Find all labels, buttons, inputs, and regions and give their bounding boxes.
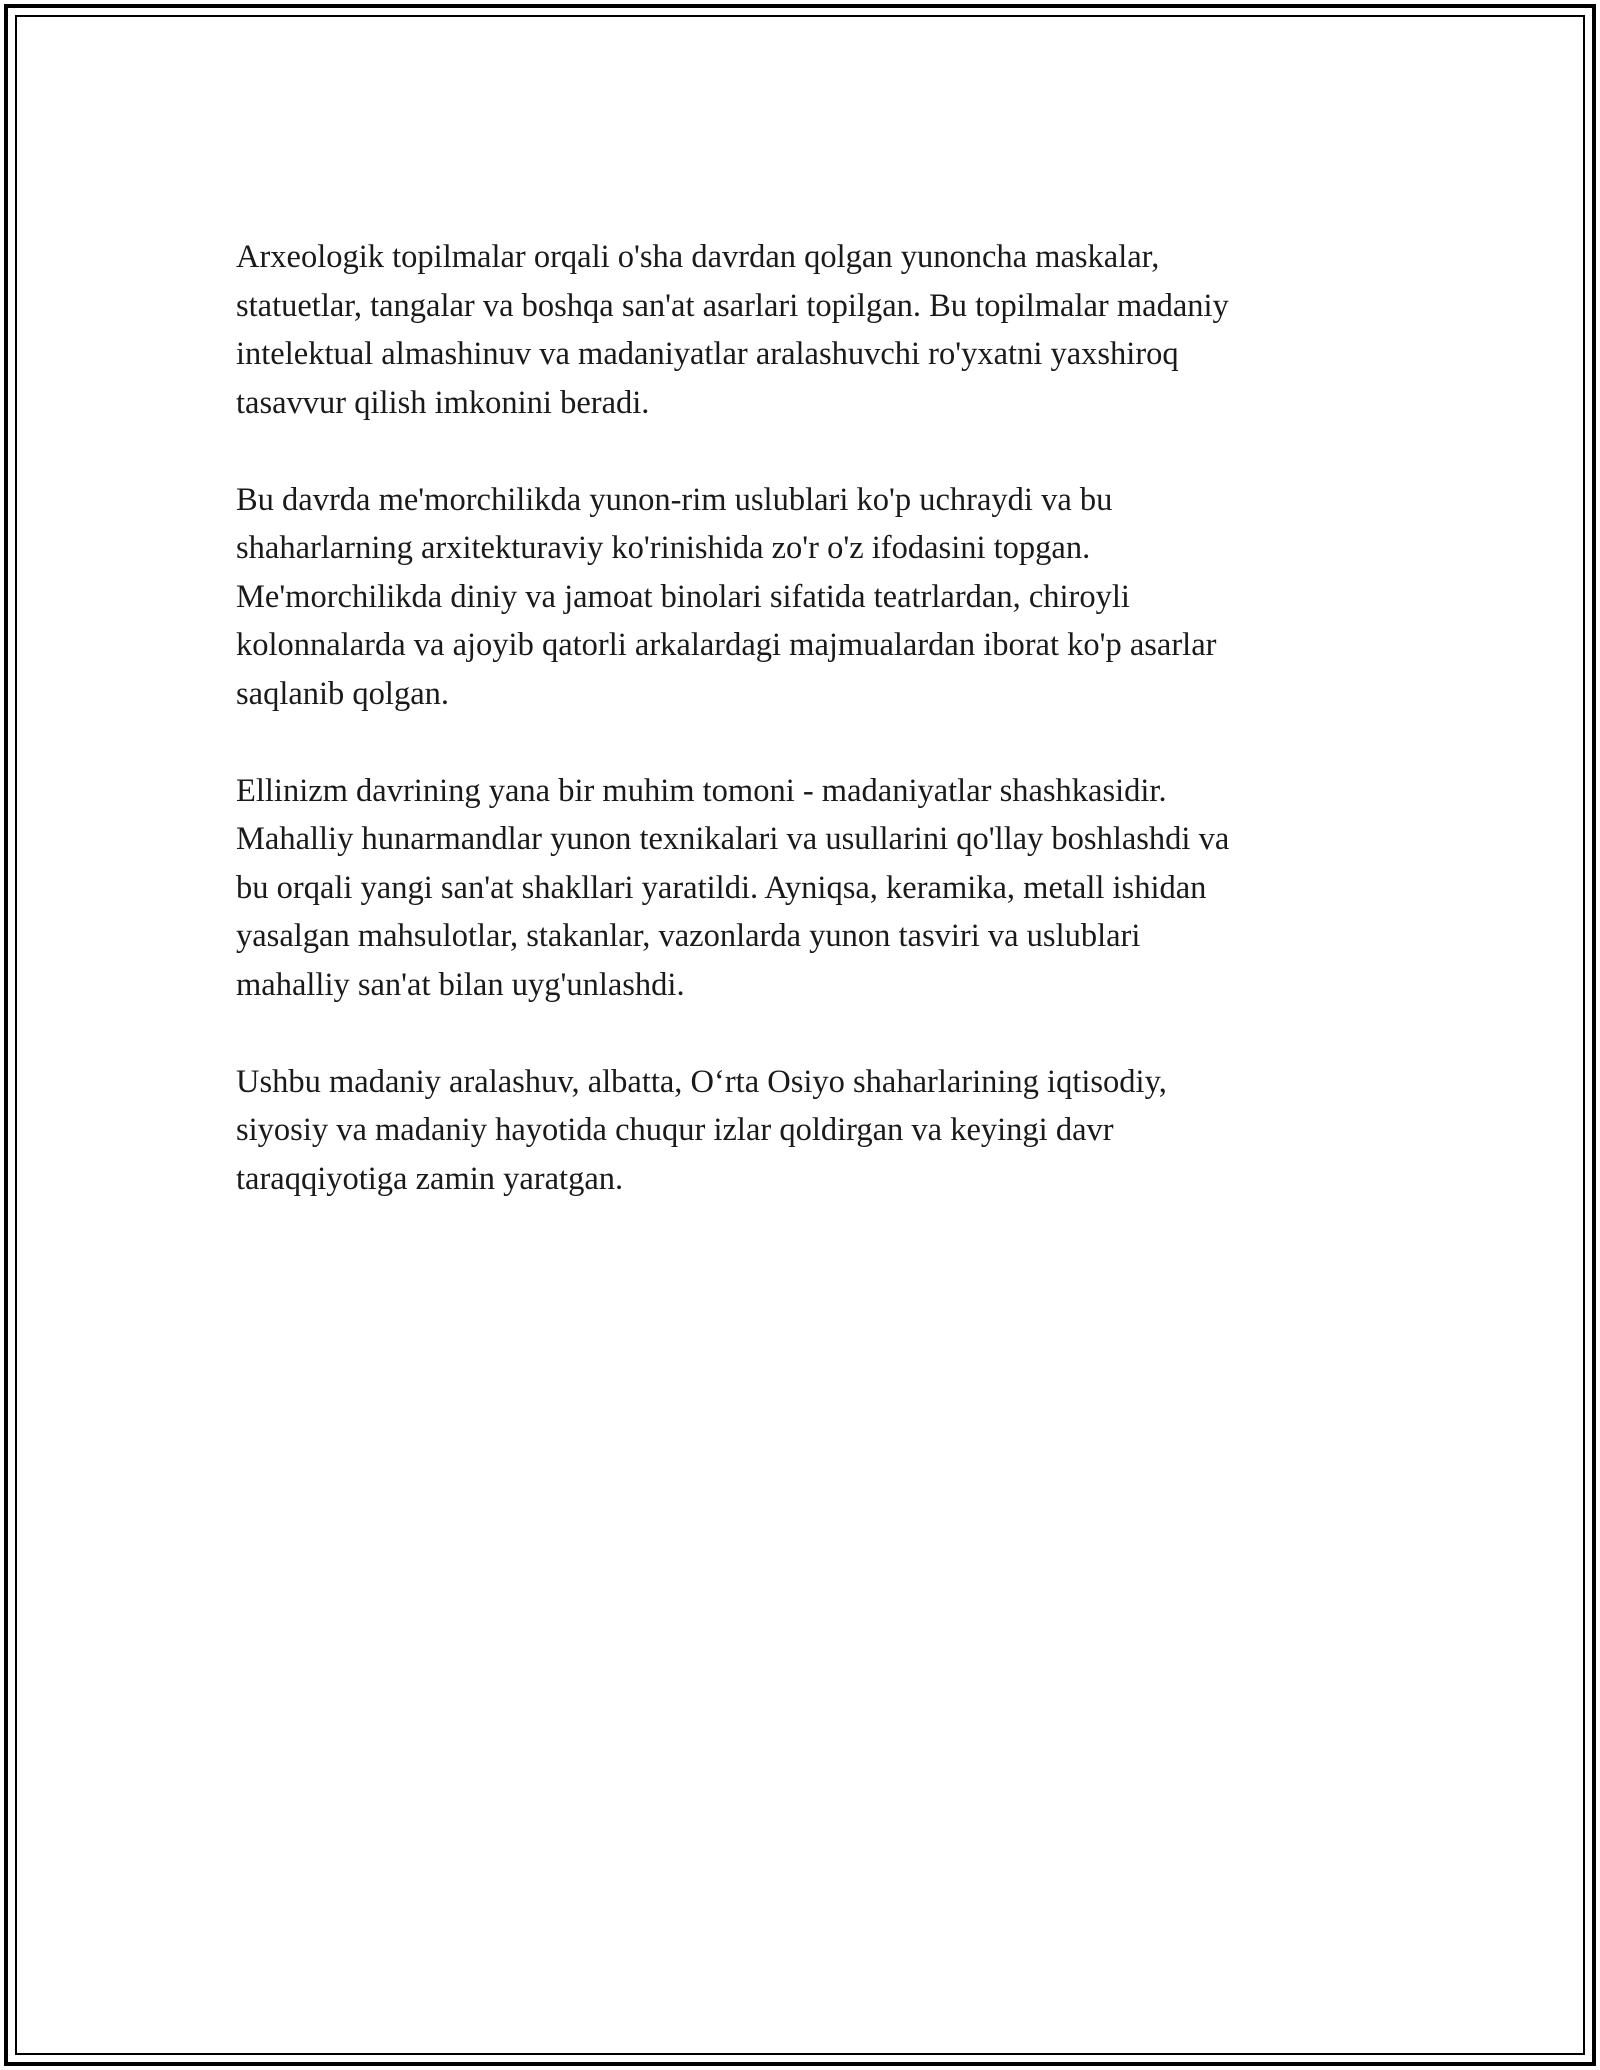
paragraph-3: Ellinizm davrining yana bir muhim tomoni - madaniyatlar shashkasidir. Mahalliy hunarmandlar yunon texnikalari va usullarini qo'llay boshlashdi va bu orqali yangi san'at shakllari yaratildi. Ayniqsa, keramika, metall ishidan yasalgan mahsulotlar, stakanlar, vazonlarda yunon tasviri va uslublari mahalliy san'at bilan uyg'unlashdi.: [236, 772, 1230, 1003]
document-body: [236, 233, 1376, 1252]
paragraph-2: Bu davrda me'morchilikda yunon-rim uslublari ko'p uchraydi va bu shaharlarning arxitekturaviy ko'rinishida zo'r o'z ifodasini topgan. Me'morchilikda diniy va jamoat binolari sifatida teatrlardan, chiroyli kolonnalarda va ajoyib qatorli arkalardagi majmualardan iborat ko'p asarlar saqlanib qolgan.: [236, 481, 1217, 712]
paragraph-1: Arxeologik topilmalar orqali o'sha davrdan qolgan yunoncha maskalar, statuetlar, tangalar va boshqa san'at asarlari topilgan. Bu topilmalar madaniy intelektual almashinuv va madaniyatlar aralashuvchi ro'yxatni yaxshiroq tasavvur qilish imkonini beradi.: [236, 239, 1229, 421]
paragraph-4: Ushbu madaniy aralashuv, albatta, O‘rta Osiyo shaharlarining iqtisodiy, siyosiy va madaniy hayotida chuqur izlar qoldirgan va keyingi davr taraqqiyotiga zamin yaratgan.: [236, 1063, 1167, 1197]
